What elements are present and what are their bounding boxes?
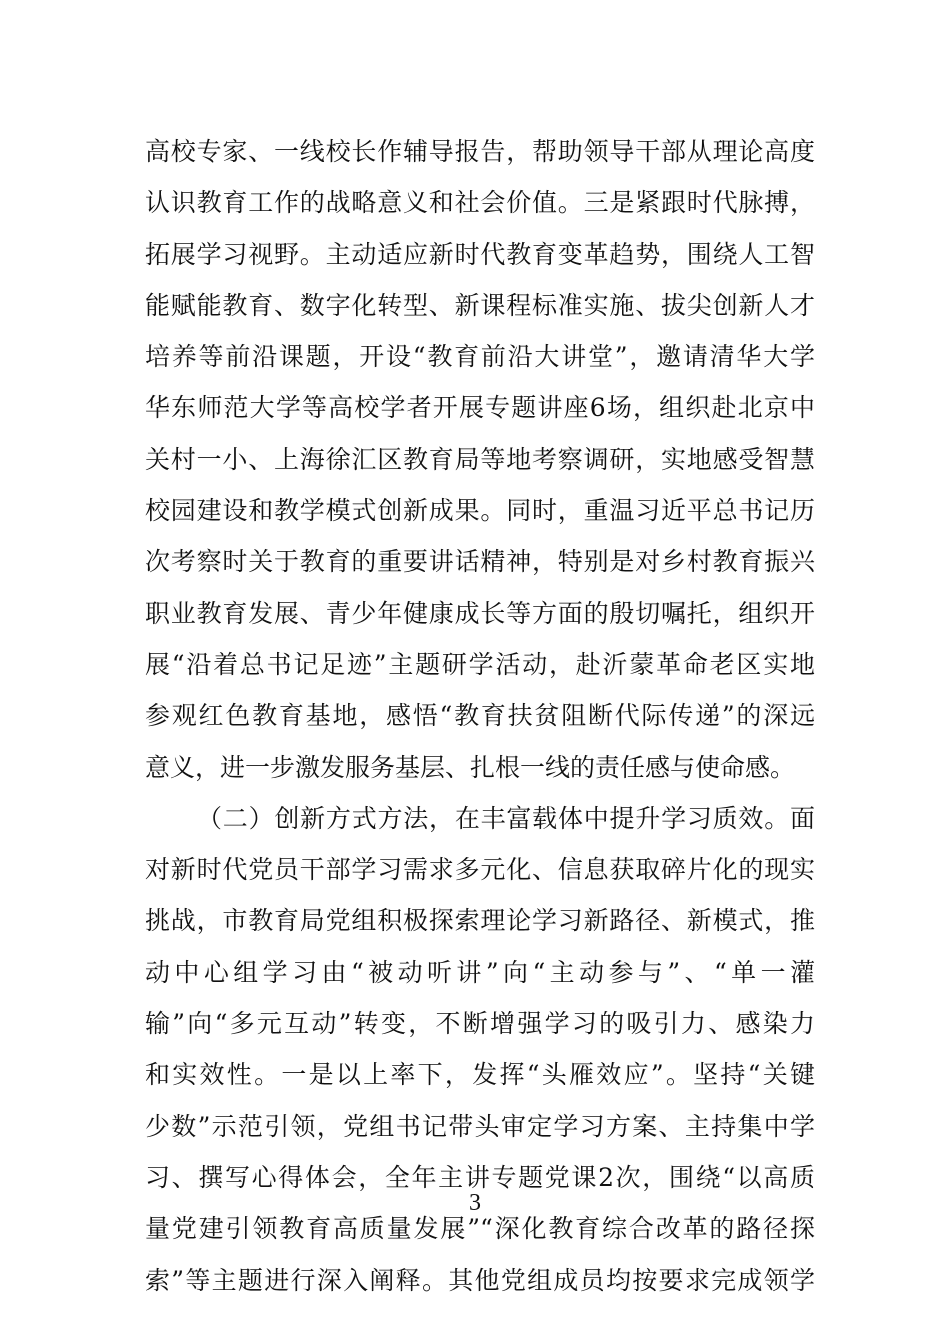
text-line: 索”等主题进行深入阐释。其他党组成员均按要求完成领学 — [145, 1265, 815, 1295]
text-line: 展“沿着总书记足迹”主题研学活动，赴沂蒙革命老区实地 — [145, 649, 815, 679]
text-line: 能赋能教育、数字化转型、新课程标准实施、拔尖创新人才 — [145, 290, 815, 320]
text-line: 和实效性。一是以上率下，发挥“头雁效应”。坚持“关键 — [145, 1060, 815, 1090]
text-line: 少数”示范引领，党组书记带头审定学习方案、主持集中学 — [145, 1111, 815, 1141]
text-line: 培养等前沿课题，开设“教育前沿大讲堂”，邀请清华大学 — [145, 342, 815, 372]
text-line: 习、撰写心得体会，全年主讲专题党课2次，围绕“以高质 — [145, 1162, 815, 1192]
text-line: 参观红色教育基地，感悟“教育扶贫阻断代际传递”的深远 — [145, 701, 815, 731]
text-line: 华东师范大学等高校学者开展专题讲座6场，组织赴北京中 — [145, 393, 815, 423]
text-line: 动中心组学习由“被动听讲”向“主动参与”、“单一灌 — [145, 957, 815, 987]
page-number: 3 — [469, 1190, 481, 1216]
text-line: 拓展学习视野。主动适应新时代教育变革趋势，围绕人工智 — [145, 239, 815, 269]
text-line: 输”向“多元互动”转变，不断增强学习的吸引力、感染力 — [145, 1009, 815, 1039]
text-line: 对新时代党员干部学习需求多元化、信息获取碎片化的现实 — [145, 855, 815, 885]
text-line: 关村一小、上海徐汇区教育局等地考察调研，实地感受智慧 — [145, 444, 815, 474]
text-line: 挑战，市教育局党组积极探索理论学习新路径、新模式，推 — [145, 906, 815, 936]
text-line: 次考察时关于教育的重要讲话精神，特别是对乡村教育振兴 — [145, 547, 815, 577]
text-line: 校园建设和教学模式创新成果。同时，重温习近平总书记历 — [145, 496, 815, 526]
section-heading-line: （二）创新方式方法，在丰富载体中提升学习质效。面 — [197, 803, 815, 833]
body-text — [145, 126, 815, 1306]
text-line: 认识教育工作的战略意义和社会价值。三是紧跟时代脉搏， — [145, 188, 815, 218]
paragraph-end-line: 意义，进一步激发服务基层、扎根一线的责任感与使命感。 — [145, 752, 796, 782]
text-line: 高校专家、一线校长作辅导报告，帮助领导干部从理论高度 — [145, 137, 815, 166]
text-line: 职业教育发展、青少年健康成长等方面的殷切嘱托，组织开 — [145, 598, 815, 628]
text-line: 量党建引领教育高质量发展”“深化教育综合改革的路径探 — [145, 1214, 815, 1244]
